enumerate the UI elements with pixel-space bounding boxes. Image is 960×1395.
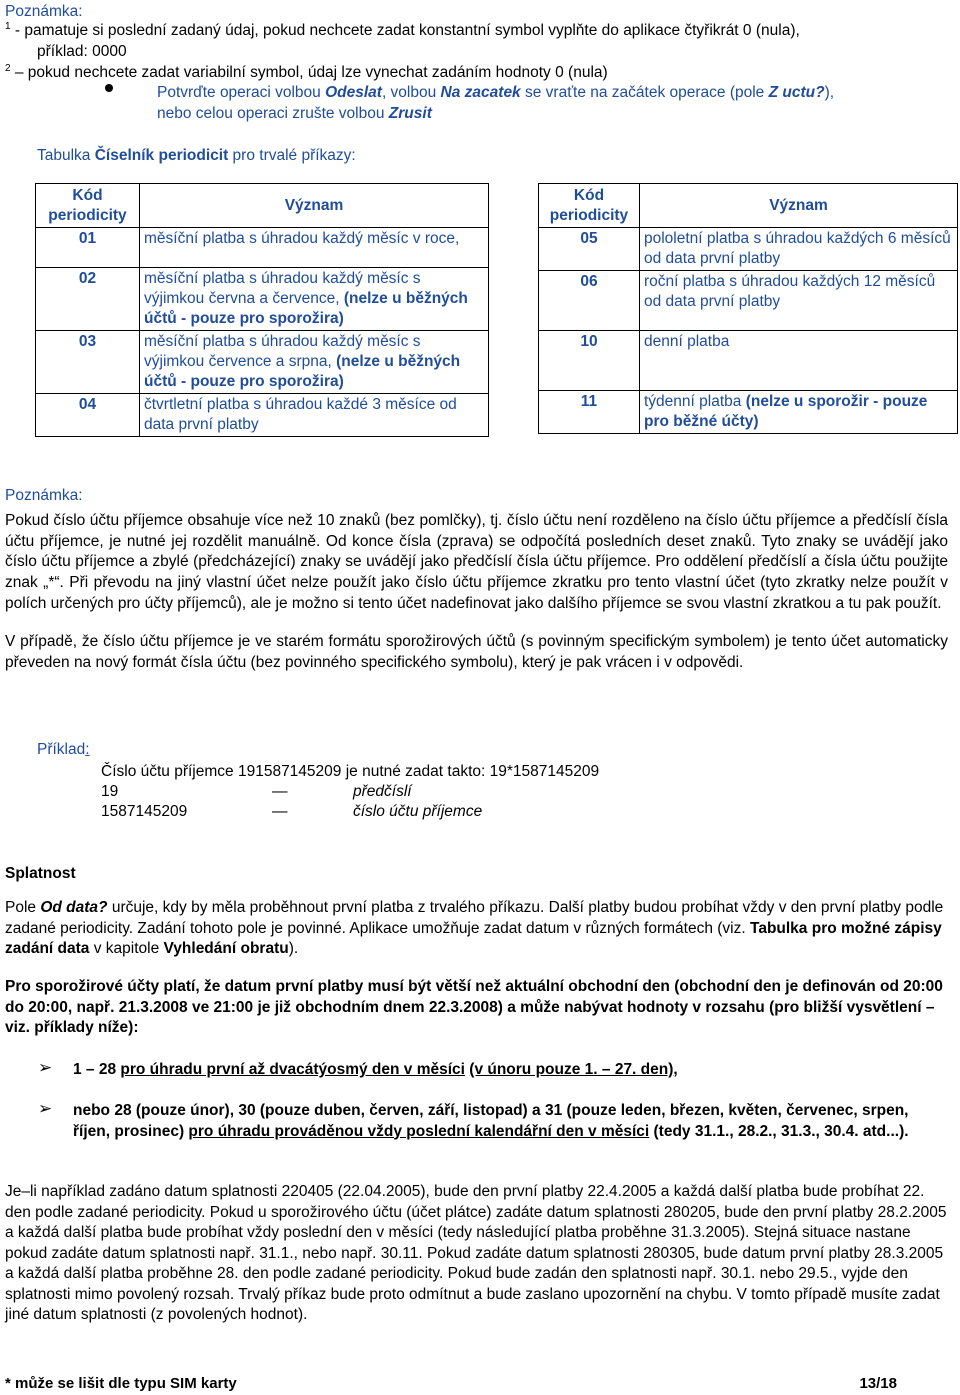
table-row	[36, 268, 489, 331]
note-heading: Poznámka:	[5, 3, 83, 20]
row-meaning: pololetní platba s úhradou každých 6 měsíců od data první platby	[640, 228, 958, 271]
footnote-number: 2	[5, 62, 11, 74]
header-code: Kód periodicity	[36, 184, 140, 228]
bullet-month-end: nebo 28 (pouze únor), 30 (pouze duben, červen, září, listopad) a 31 (pouze leden, březen, květen, červenec, srpen, říjen, prosinec) pro úhradu prováděnou vždy poslední kalendářní den v měsíci (tedy 31.1., 28.2., 31.3., 30.4. atd...).	[73, 1102, 909, 1140]
dash: —	[272, 783, 288, 800]
arrow-bullet-icon: ➢	[38, 1058, 53, 1077]
splatnost-paragraph-2: Pro sporožirové účty platí, že datum první platby musí být větší než aktuální obchodní den (obchodní den je definován od 20:00 do 20:00, např. 21.3.2008 ve 21:00 je již obchodním dnem 22.3.2008) a může nabývat hodnoty v rozsahu (pro bližší vysvětlení – viz. příklady níže):	[5, 978, 943, 1036]
section-heading-splatnost: Splatnost	[5, 865, 76, 882]
row-meaning: měsíční platba s úhradou každý měsíc v roce,	[140, 228, 489, 268]
zrusit-keyword: Zrusit	[388, 105, 432, 122]
footer-note: * může se lišit dle typu SIM karty	[5, 1375, 237, 1392]
text: Potvrďte operaci volbou	[157, 84, 326, 101]
table-row	[36, 228, 489, 268]
note2-paragraph-1: Pokud číslo účtu příjemce obsahuje více než 10 znaků (bez pomlčky), tj. číslo účtu není rozděleno na číslo účtu příjemce a předčíslí čísla účtu příjemce, je nutné jej rozdělit manuálně. Od konce čísla (zprava) se odpočítá posledních deset znaků. Tyto znaky se uvádějí jako číslo účtu příjemce a zbylé (předcházející) znaky se uvádějí jako předčíslí čísla účtu příjemce. Pro oddělení předčíslí a čísla účtu použijte znak „*“. Při převodu na jiný vlastní účet nelze použít jako číslo účtu příjemce zkratku pro tento vlastní účet (tyto zkratky nelze použít v polích určených pro účty příjemců), ale je možno si tento účet nadefinovat jako dalšího příjemce se svou vlastní zkratkou a tu pak použít.	[5, 512, 948, 612]
z-uctu-keyword: Z uctu?	[768, 84, 825, 101]
example-label: Příklad:	[37, 741, 90, 758]
page-number: 13/18	[859, 1375, 897, 1392]
table-row	[36, 394, 489, 437]
row-code: 04	[36, 394, 140, 437]
table-row	[539, 271, 958, 331]
na-zacatek-keyword: Na zacatek	[440, 84, 521, 101]
note2-paragraph-2: V případě, že číslo účtu příjemce je ve starém formátu sporožirových účtů (s povinným specifickým symbolem) je tento účet automaticky převeden na nový formát čísla účtu (bez povinného specifického symbolu), který je pak vrácen i v odpovědi.	[5, 633, 948, 671]
footnote-text: – pokud nechcete zadat variabilní symbol, údaj lze vynechat zadáním hodnoty 0 (nula)	[10, 64, 608, 81]
text: se vraťte na začátek operace (pole	[520, 84, 769, 101]
row-code: 01	[36, 228, 140, 268]
table-row	[36, 331, 489, 394]
footnote-1-line2: příklad: 0000	[37, 43, 127, 60]
splatnost-paragraph-3: Je–li například zadáno datum splatnosti 220405 (22.04.2005), bude den první platby 22.4.2005 a každá další platba bude probíhat 22. den podle zadané periodicity. Pokud u sporožirového účtu (účet plátce) zadáte datum splatnosti 280205, bude den první platby 28.2.2005 a každá další platba bude probíhat vždy poslední den v měsíci (tedy následující platba proběhne 31.3.2005). Stejná situace nastane pokud zadáte datum splatnosti např. 31.1., nebo např. 30.11. Pokud zadáte datum splatnosti 280305, bude datum první platby 28.3.2005 a každá další platba proběhne 28. den podle zadané periodicity. Pokud bude zadán den splatnosti např. 30.1. nebo 29.5., vyjde den splatnosti mimo povolený rozsah. Trvalý příkaz bude proto odmítnut a bude zaslano upozornění na chybu. V tomto případě musíte zadat jiné datum splatnosti (z povolených hodnot).	[5, 1183, 947, 1323]
example-line: Číslo účtu příjemce 191587145209 je nutné zadat takto: 19*1587145209	[101, 763, 600, 780]
table-row	[539, 331, 958, 391]
bullet-dot	[105, 84, 113, 92]
row-meaning: roční platba s úhradou každých 12 měsíců od data první platby	[640, 271, 958, 331]
dash: —	[272, 803, 288, 820]
text: Tabulka	[37, 147, 95, 164]
example-prefix-desc: předčíslí	[353, 783, 412, 800]
text: pro trvalé příkazy:	[228, 147, 356, 164]
text: , volbou	[381, 84, 441, 101]
row-code: 06	[539, 271, 640, 331]
example-account-value: 1587145209	[101, 803, 188, 820]
table-caption	[37, 146, 356, 165]
example-prefix-value: 19	[101, 783, 119, 800]
page-footer	[5, 1374, 897, 1393]
footnote-2	[5, 63, 608, 82]
row-code: 05	[539, 228, 640, 271]
text: ),	[824, 84, 835, 101]
header-meaning: Význam	[640, 184, 958, 228]
row-code: 03	[36, 331, 140, 394]
confirm-instruction	[157, 83, 948, 102]
row-meaning: čtvrtletní platba s úhradou každé 3 měsíce od data první platby	[140, 394, 489, 437]
odeslat-keyword: Odeslat	[325, 84, 382, 101]
bullet-range-1-28: 1 – 28 pro úhradu první až dvacátýosmý den v měsíci (v únoru pouze 1. – 27. den),	[73, 1061, 678, 1078]
text: nebo celou operaci zrušte volbou	[157, 105, 389, 122]
table-name: Číselník periodicit	[94, 147, 229, 164]
table-row	[539, 228, 958, 271]
row-code: 02	[36, 268, 140, 331]
footnote-1	[5, 21, 948, 40]
footnote-number: 1	[5, 20, 11, 32]
footnote-text: - pamatuje si poslední zadaný údaj, pokud nechcete zadat konstantní symbol vyplňte do aplikace čtyřikrát 0 (nula),	[10, 22, 800, 39]
row-meaning: denní platba	[640, 331, 958, 391]
row-code: 10	[539, 331, 640, 391]
arrow-bullet-icon: ➢	[38, 1099, 53, 1118]
splatnost-paragraph-1: Pole Od data? určuje, kdy by měla proběhnout první platba z trvalého příkazu. Další platby budou probíhat vždy v den první platby podle zadané periodicity. Zadání tohoto pole je povinné. Aplikace umožňuje zadat datum v různých formátech (viz. Tabulka pro možné zápisy zadání data v kapitole Vyhledání obratu).	[5, 899, 944, 957]
example-account-desc: číslo účtu příjemce	[353, 803, 483, 820]
row-meaning: měsíční platba s úhradou každý měsíc s výjimkou července a srpna, (nelze u běžných účtů - pouze pro sporožira)	[140, 331, 489, 394]
confirm-instruction-line2	[157, 104, 432, 123]
periodicity-table-right	[538, 183, 958, 434]
periodicity-table-left	[35, 183, 489, 437]
header-meaning: Význam	[140, 184, 489, 228]
row-meaning: týdenní platba (nelze u sporožir - pouze pro běžné účty)	[640, 391, 958, 434]
header-code: Kód periodicity	[539, 184, 640, 228]
table-row	[539, 391, 958, 434]
row-code: 11	[539, 391, 640, 434]
row-meaning: měsíční platba s úhradou každý měsíc s výjimkou června a července, (nelze u běžných účtů - pouze pro sporožira)	[140, 268, 489, 331]
note2-heading: Poznámka:	[5, 487, 83, 504]
